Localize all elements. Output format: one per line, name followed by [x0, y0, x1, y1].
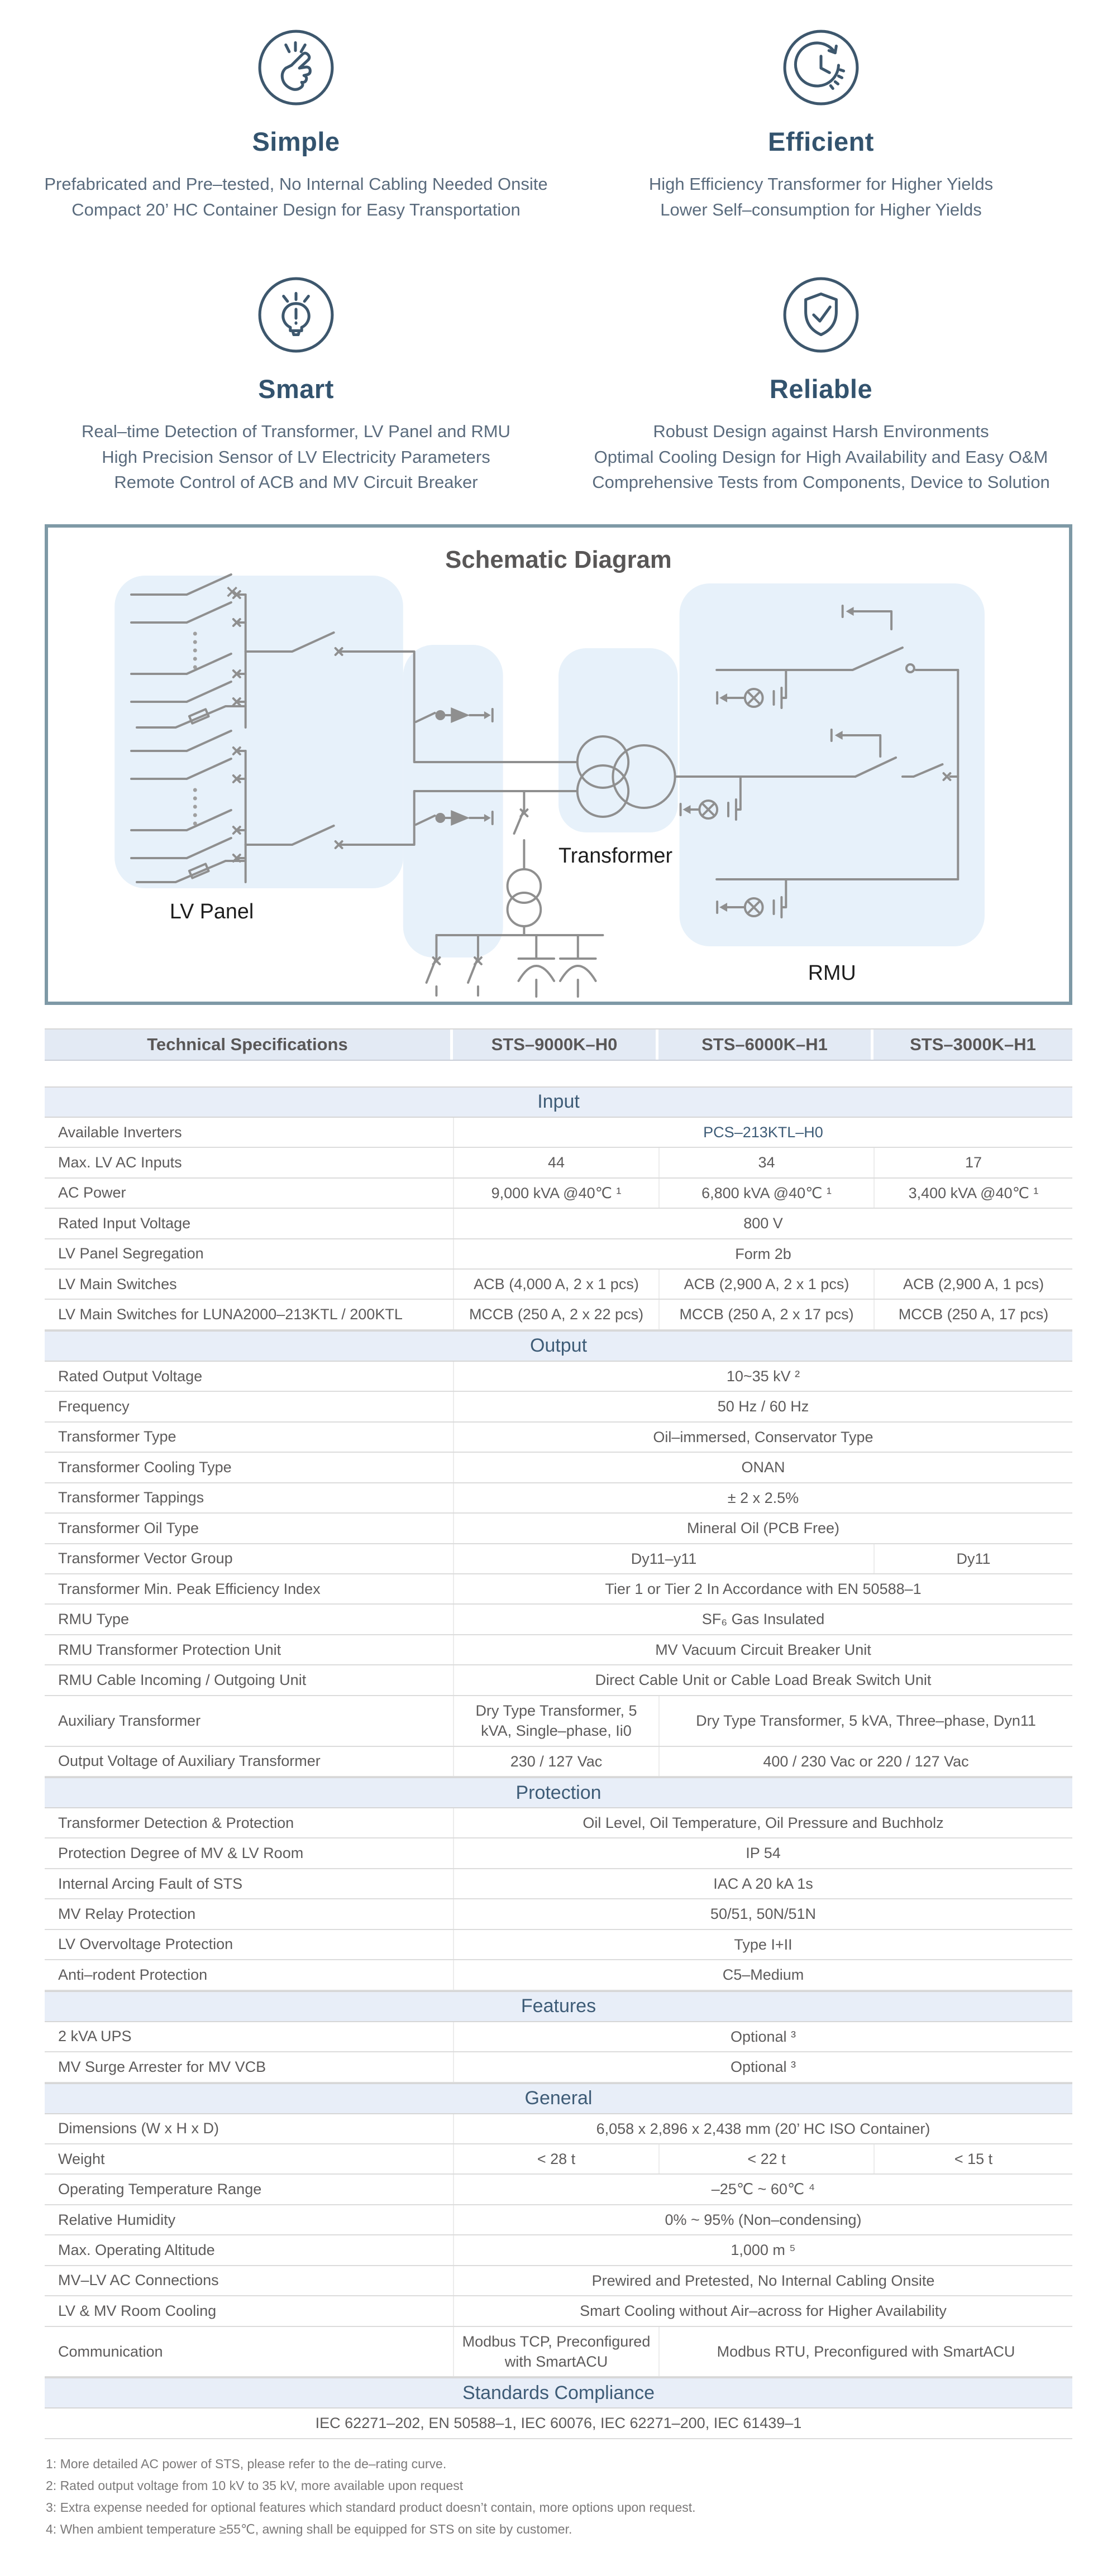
spec-value: 1,000 m ⁵: [453, 2235, 1072, 2264]
spec-value: 0% ~ 95% (Non–condensing): [453, 2205, 1072, 2234]
spec-label: Transformer Detection & Protection: [58, 1814, 294, 1831]
spec-value: 10~35 kV ²: [453, 1362, 1072, 1391]
rmu-label: RMU: [808, 961, 856, 985]
spec-row: [45, 1118, 1072, 1148]
footnote-line: 4: When ambient temperature ≥55℃, awning shall be equipped for STS on site by customer.: [46, 2521, 572, 2536]
spec-label: Rated Input Voltage: [58, 1214, 191, 1232]
spec-row: [45, 2235, 1072, 2266]
feature-line: High Precision Sensor of LV Electricity Parameters: [102, 447, 490, 467]
spec-value: Modbus TCP, Preconfigured with SmartACU: [453, 2327, 658, 2377]
spec-label: Internal Arcing Fault of STS: [58, 1875, 243, 1892]
spec-value: 9,000 kVA @40℃ ¹: [453, 1179, 658, 1208]
spec-row: [45, 1514, 1072, 1544]
feature-reliable: [558, 275, 1083, 495]
spec-value: Modbus RTU, Preconfigured with SmartACU: [658, 2327, 1072, 2377]
footnote-line: 3: Extra expense needed for optional features which standard product doesn’t contain, more options upon request.: [46, 2500, 696, 2515]
spec-label: Auxiliary Transformer: [58, 1712, 201, 1729]
schematic-title: Schematic Diagram: [445, 545, 672, 573]
feature-title: Smart: [258, 374, 334, 404]
spec-row: [45, 1605, 1072, 1635]
feature-line: Prefabricated and Pre–tested, No Internal Cabling Needed Onsite: [44, 174, 548, 194]
spec-row: [45, 1179, 1072, 1209]
spec-label: MV Surge Arrester for MV VCB: [58, 2058, 266, 2075]
spec-label: Transformer Tappings: [58, 1489, 204, 1506]
feature-line: High Efficiency Transformer for Higher Yields: [648, 174, 994, 194]
spec-value: Dy11–y11: [453, 1544, 873, 1573]
feeder-zone: [403, 645, 503, 957]
spec-row: [45, 2266, 1072, 2296]
schematic-drawing: [48, 528, 1069, 1002]
spec-label: Operating Temperature Range: [58, 2181, 262, 2198]
spec-row: [45, 1423, 1072, 1453]
spec-value: PCS–213KTL–H0: [453, 1118, 1072, 1147]
spec-value: Optional ³: [453, 2022, 1072, 2051]
spec-value: MV Vacuum Circuit Breaker Unit: [453, 1635, 1072, 1664]
feature-lines: [649, 171, 993, 222]
spec-value: 6,058 x 2,896 x 2,438 mm (20’ HC ISO Container): [453, 2114, 1072, 2143]
section-header-features: Features: [45, 1991, 1072, 2022]
spec-value: 230 / 127 Vac: [453, 1747, 658, 1776]
spec-value: 50/51, 50N/51N: [453, 1899, 1072, 1928]
feature-lines: [44, 171, 547, 222]
schematic-diagram: [45, 524, 1072, 1005]
feature-line: Compact 20’ HC Container Design for Easy Transportation: [71, 199, 521, 219]
spec-label: 2 kVA UPS: [58, 2028, 132, 2045]
spec-row: [45, 1960, 1072, 1990]
spec-table-header: [45, 1028, 1072, 1061]
feature-line: Optimal Cooling Design for High Availability and Easy O&M: [594, 447, 1048, 467]
spec-row: [45, 1635, 1072, 1665]
spec-value: ONAN: [453, 1453, 1072, 1482]
transformer-label: Transformer: [558, 844, 673, 868]
spec-row: [45, 1899, 1072, 1929]
spec-row: [45, 2175, 1072, 2205]
column-header-specs: Technical Specifications: [45, 1030, 450, 1060]
spec-row: [45, 1392, 1072, 1422]
spec-table: [45, 1028, 1072, 2439]
spec-label: LV Main Switches: [58, 1275, 177, 1292]
spec-label: Protection Degree of MV & LV Room: [58, 1845, 304, 1862]
footnotes: [46, 2456, 1072, 2576]
spec-value: Oil–immersed, Conservator Type: [453, 1423, 1072, 1452]
spec-row: [45, 2296, 1072, 2326]
spec-row: [45, 1300, 1072, 1330]
spec-label: RMU Type: [58, 1611, 130, 1628]
spec-label: Transformer Min. Peak Efficiency Index: [58, 1580, 321, 1597]
spec-label: Dimensions (W x H x D): [58, 2120, 219, 2137]
feature-efficient: [558, 28, 1083, 222]
spec-row: [45, 2052, 1072, 2082]
feature-line: Robust Design against Harsh Environments: [653, 422, 989, 442]
spec-row: [45, 2409, 1072, 2439]
spec-label: Communication: [58, 2343, 163, 2360]
spec-label: Transformer Cooling Type: [58, 1458, 232, 1476]
spec-value: Smart Cooling without Air–across for Higher Availability: [453, 2296, 1072, 2325]
lightbulb-icon: [256, 275, 336, 355]
spec-value: ACB (2,900 A, 2 x 1 pcs): [658, 1270, 873, 1299]
spec-row: [45, 1869, 1072, 1899]
feature-title: Reliable: [769, 374, 873, 404]
spec-label: Weight: [58, 2150, 105, 2167]
spec-label: LV Overvoltage Protection: [58, 1936, 233, 1953]
spec-value: 50 Hz / 60 Hz: [453, 1392, 1072, 1421]
spec-label: MV–LV AC Connections: [58, 2272, 219, 2289]
footnote-line: 2: Rated output voltage from 10 kV to 35 kV, more available upon request: [46, 2478, 464, 2493]
spec-label: Transformer Oil Type: [58, 1519, 199, 1536]
feature-line: Lower Self–consumption for Higher Yields: [660, 199, 982, 219]
column-header-model-2: STS–6000K–H1: [658, 1030, 871, 1060]
spec-row: [45, 1808, 1072, 1838]
spec-value: Direct Cable Unit or Cable Load Break Switch Unit: [453, 1665, 1072, 1694]
spec-value: Type I+II: [453, 1930, 1072, 1959]
spec-row: [45, 1453, 1072, 1483]
spec-row: [45, 1544, 1072, 1574]
spec-value: ACB (2,900 A, 1 pcs): [873, 1270, 1072, 1299]
spec-value: 17: [873, 1148, 1072, 1177]
spec-label: Max. LV AC Inputs: [58, 1153, 182, 1171]
spec-value: 3,400 kVA @40℃ ¹: [873, 1179, 1072, 1208]
spec-value: Prewired and Pretested, No Internal Cabling Onsite: [453, 2266, 1072, 2295]
spec-value: IEC 62271–202, EN 50588–1, IEC 60076, IEC 62271–200, IEC 61439–1: [315, 2415, 802, 2432]
feature-line: Comprehensive Tests from Components, Device to Solution: [592, 472, 1050, 492]
column-header-model-3: STS–3000K–H1: [873, 1030, 1072, 1060]
feature-lines: [592, 419, 1050, 495]
spec-table-body: [45, 1086, 1072, 2439]
spec-value: MCCB (250 A, 2 x 22 pcs): [453, 1300, 658, 1329]
spec-value: Form 2b: [453, 1239, 1072, 1268]
spec-row: [45, 2205, 1072, 2235]
section-header-standards-compliance: Standards Compliance: [45, 2377, 1072, 2409]
spec-value: < 28 t: [453, 2144, 658, 2173]
spec-value: C5–Medium: [453, 1960, 1072, 1989]
spec-label: LV & MV Room Cooling: [58, 2302, 217, 2319]
spec-label: Rated Output Voltage: [58, 1367, 203, 1385]
spec-row: [45, 2144, 1072, 2175]
spec-label: LV Panel Segregation: [58, 1245, 204, 1262]
feature-simple: [34, 28, 558, 222]
column-header-model-1: STS–9000K–H0: [453, 1030, 656, 1060]
feature-smart: [34, 275, 558, 495]
feature-highlights: [0, 28, 1117, 495]
section-header-input: Input: [45, 1086, 1072, 1118]
spec-value: Dy11: [873, 1544, 1072, 1573]
shield-check-icon: [781, 275, 861, 355]
spec-label: Output Voltage of Auxiliary Transformer: [58, 1753, 321, 1770]
spec-row: [45, 2022, 1072, 2052]
spec-value: 44: [453, 1148, 658, 1177]
spec-row: [45, 1930, 1072, 1960]
spec-label: Max. Operating Altitude: [58, 2241, 215, 2258]
spec-label: RMU Transformer Protection Unit: [58, 1641, 281, 1658]
spec-value: IP 54: [453, 1838, 1072, 1868]
spec-value: 6,800 kVA @40℃ ¹: [658, 1179, 873, 1208]
spec-value: Mineral Oil (PCB Free): [453, 1514, 1072, 1543]
spec-value: SF₆ Gas Insulated: [453, 1605, 1072, 1634]
spec-value: 34: [658, 1148, 873, 1177]
lv-panel-label: LV Panel: [169, 899, 254, 923]
spec-row: [45, 1483, 1072, 1514]
spec-row: [45, 1148, 1072, 1178]
spec-row: [45, 2114, 1072, 2144]
feature-lines: [82, 419, 510, 495]
spec-value: IAC A 20 kA 1s: [453, 1869, 1072, 1898]
feature-line: Real–time Detection of Transformer, LV Panel and RMU: [82, 422, 510, 442]
spec-label: LV Main Switches for LUNA2000–213KTL / 200KTL: [58, 1306, 403, 1323]
spec-row: [45, 1362, 1072, 1392]
clock-arrow-icon: [781, 28, 861, 107]
spec-row: [45, 1574, 1072, 1605]
section-header-protection: Protection: [45, 1777, 1072, 1808]
feature-line: Remote Control of ACB and MV Circuit Breaker: [114, 472, 478, 492]
footnote-line: 1: More detailed AC power of STS, please refer to the de–rating curve.: [46, 2456, 447, 2471]
spec-label: AC Power: [58, 1184, 126, 1201]
spec-label: Relative Humidity: [58, 2211, 176, 2228]
spec-row: [45, 1696, 1072, 1747]
spec-label: RMU Cable Incoming / Outgoing Unit: [58, 1671, 307, 1688]
spec-value: –25℃ ~ 60℃ ⁴: [453, 2175, 1072, 2204]
section-header-output: Output: [45, 1330, 1072, 1362]
spec-value: < 22 t: [658, 2144, 873, 2173]
spec-label: Available Inverters: [58, 1123, 182, 1141]
spec-label: Transformer Type: [58, 1428, 176, 1445]
spec-value: Tier 1 or Tier 2 In Accordance with EN 50588–1: [453, 1574, 1072, 1603]
spec-value: 400 / 230 Vac or 220 / 127 Vac: [658, 1747, 1072, 1776]
feature-title: Efficient: [768, 127, 874, 156]
spec-label: Transformer Vector Group: [58, 1550, 233, 1567]
spec-value: Dry Type Transformer, 5 kVA, Single–phase, Ii0: [453, 1696, 658, 1746]
spec-value: Optional ³: [453, 2052, 1072, 2081]
spec-row: [45, 1838, 1072, 1869]
spec-value: ± 2 x 2.5%: [453, 1483, 1072, 1512]
spec-value: Oil Level, Oil Temperature, Oil Pressure and Buchholz: [453, 1808, 1072, 1837]
spec-label: MV Relay Protection: [58, 1905, 196, 1923]
spec-value: Dry Type Transformer, 5 kVA, Three–phase, Dyn11: [658, 1696, 1072, 1746]
spec-row: [45, 1239, 1072, 1270]
spec-row: [45, 1209, 1072, 1239]
spec-row: [45, 1270, 1072, 1300]
snap-fingers-icon: [256, 28, 336, 107]
spec-row: [45, 2327, 1072, 2378]
spec-value: MCCB (250 A, 17 pcs): [873, 1300, 1072, 1329]
spec-label: Anti–rodent Protection: [58, 1966, 208, 1983]
spec-value: ACB (4,000 A, 2 x 1 pcs): [453, 1270, 658, 1299]
spec-row: [45, 1747, 1072, 1777]
spec-label: Frequency: [58, 1398, 130, 1415]
spec-value: 800 V: [453, 1209, 1072, 1238]
spec-row: [45, 1665, 1072, 1696]
section-header-general: General: [45, 2083, 1072, 2114]
spec-value: MCCB (250 A, 2 x 17 pcs): [658, 1300, 873, 1329]
feature-title: Simple: [252, 127, 340, 156]
spec-value: < 15 t: [873, 2144, 1072, 2173]
